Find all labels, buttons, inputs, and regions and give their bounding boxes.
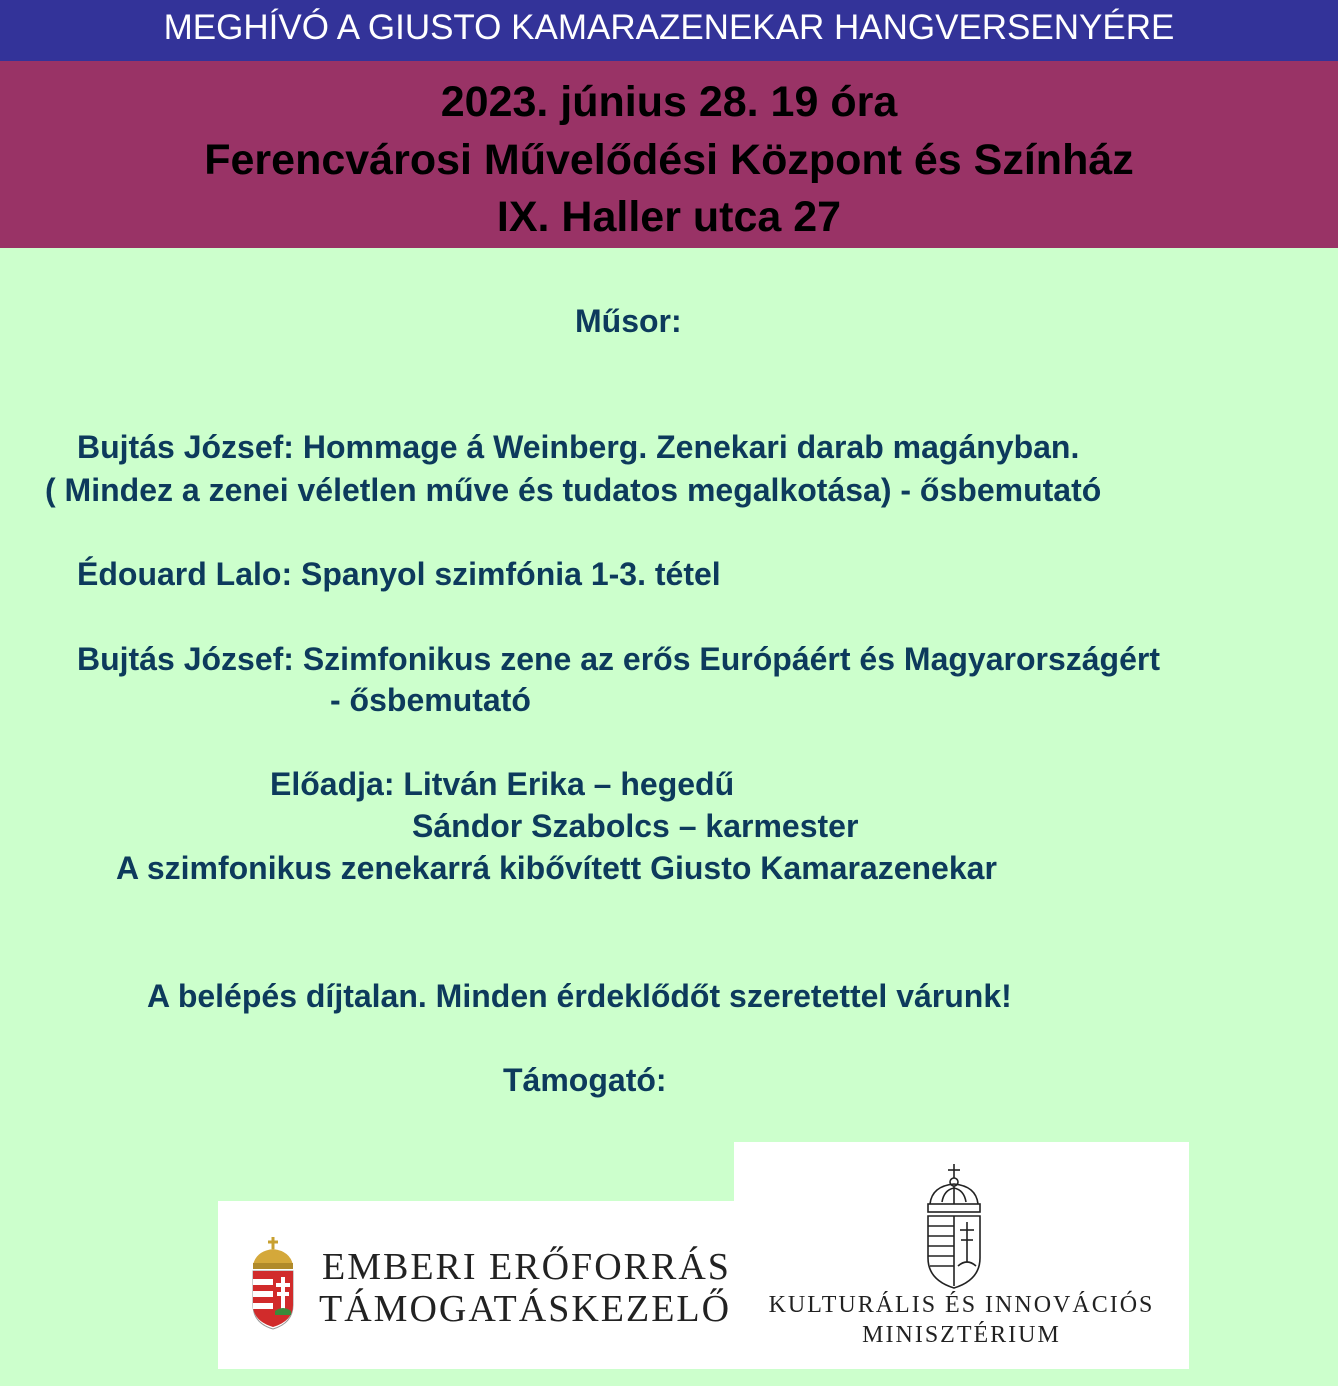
sponsor-left-line2: TÁMOGATÁSKEZELŐ [319,1288,732,1330]
performer-line: Előadja: Litván Erika – hegedű [270,766,735,802]
event-banner [0,61,1338,248]
entry-note: A belépés díjtalan. Minden érdeklődőt szeretettel várunk! [147,978,1012,1014]
sponsor-right-line1: KULTURÁLIS ÉS INNOVÁCIÓS [768,1292,1155,1318]
performer-line: A szimfonikus zenekarrá kibővített Giusto Kamarazenekar [116,850,997,886]
program-item: - ősbemutató [330,682,531,718]
program-item: Édouard Lalo: Spanyol szimfónia 1-3. tétel [77,556,721,592]
program-item: Bujtás József: Szimfonikus zene az erős Európáért és Magyarországért [77,641,1160,677]
program-item: Bujtás József: Hommage á Weinberg. Zenekari darab magányban. [77,429,1080,465]
sponsor-label: Támogató: [503,1062,667,1098]
sponsor-right-line2: MINISZTÉRIUM [862,1322,1061,1348]
invitation-title: MEGHÍVÓ A GIUSTO KAMARAZENEKAR HANGVERSENYÉRE [0,0,1338,61]
event-venue: Ferencvárosi Művelődési Központ és Színház [204,136,1134,184]
program-item: ( Mindez a zenei véletlen műve és tudatos megalkotása) - ősbemutató [45,472,1102,508]
hungarian-coat-of-arms-icon [924,1162,984,1290]
event-datetime: 2023. június 28. 19 óra [440,78,898,126]
hungarian-coat-of-arms-icon [248,1235,298,1331]
event-address: IX. Haller utca 27 [496,193,842,241]
sponsor-logo-emberi [218,1201,734,1369]
program-heading: Műsor: [575,303,682,339]
sponsor-left-line1: EMBERI ERŐFORRÁS [322,1246,731,1288]
performer-line: Sándor Szabolcs – karmester [412,808,859,844]
sponsor-logo-ministry [734,1142,1189,1369]
